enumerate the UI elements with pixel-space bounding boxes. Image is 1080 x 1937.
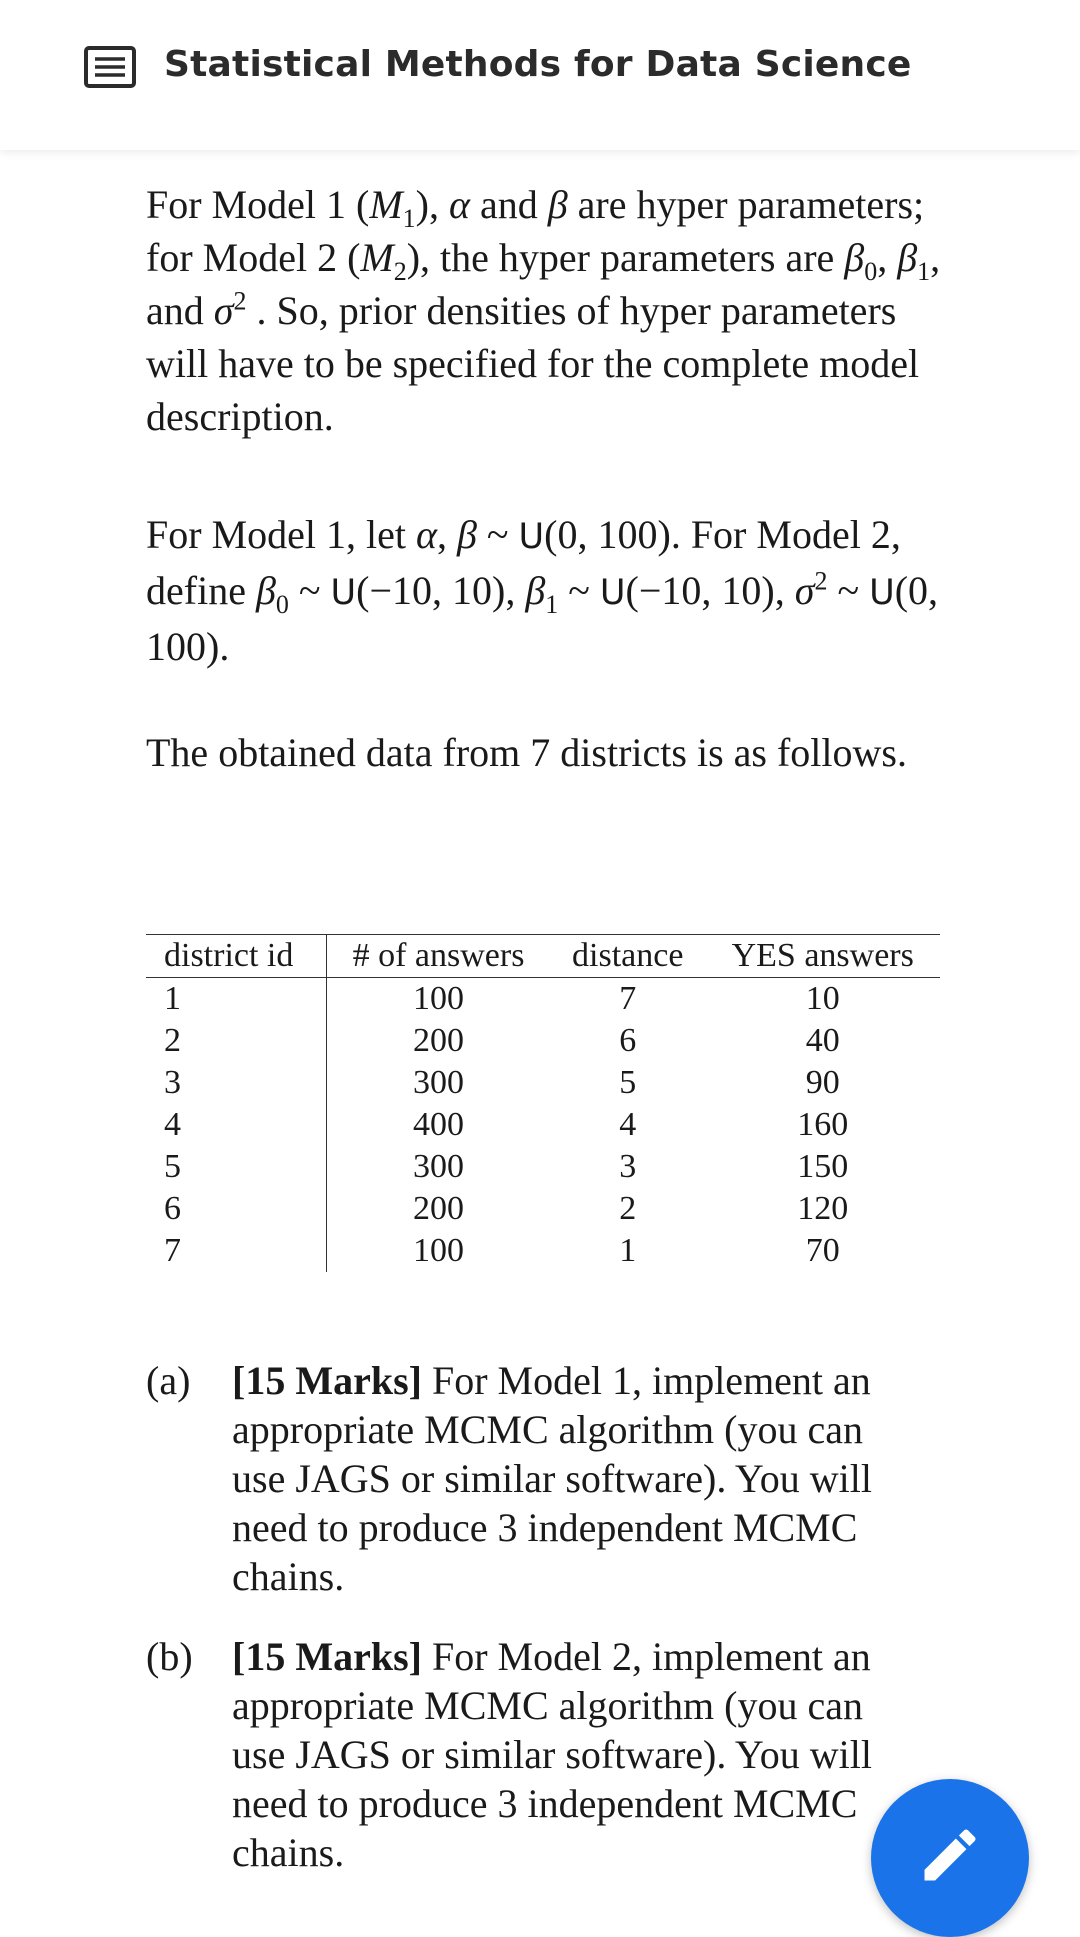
- paragraph-data-intro: The obtained data from 7 districts is as follows.: [146, 730, 907, 775]
- table-cell: 4: [619, 1106, 637, 1143]
- column-header: distance: [550, 935, 705, 978]
- table-cell: 6: [619, 1022, 637, 1059]
- table-cell: 1: [619, 1232, 637, 1269]
- table-cell: 300: [413, 1064, 465, 1101]
- table-cell: 200: [413, 1190, 465, 1227]
- table-row: [146, 1062, 940, 1104]
- edit-fab-button[interactable]: [871, 1779, 1029, 1937]
- table-cell: 5: [146, 1146, 327, 1188]
- table-cell: 300: [413, 1148, 465, 1185]
- table-cell: 150: [797, 1148, 849, 1185]
- part-label: (a): [146, 1358, 191, 1403]
- column-header: # of answers: [327, 935, 550, 978]
- table-cell: 7: [146, 1230, 327, 1272]
- table-cell: 6: [146, 1188, 327, 1230]
- part-text: [15 Marks] For Model 1, implement an appropriate MCMC algorithm (you can use JAGS or similar software). You will need to produce 3 independent MCMC chains.: [232, 1358, 872, 1599]
- table-cell: 40: [805, 1022, 840, 1059]
- top-app-bar: [0, 0, 1080, 150]
- table-row: [146, 1230, 940, 1272]
- part-label: (b): [146, 1634, 193, 1679]
- table-cell: 3: [146, 1062, 327, 1104]
- table-cell: 3: [619, 1148, 637, 1185]
- table-cell: 7: [619, 980, 637, 1017]
- paragraph-priors: For Model 1, let α, β ~ U(0, 100). For Model 2, define $\beta_0$ ~ U(−10, 10), $\beta_1$ ~ U(−10, 10), $\sigma^2$ ~ U(0, 100).: [146, 512, 939, 669]
- document-list-icon[interactable]: [84, 46, 136, 88]
- column-header: district id: [146, 935, 327, 978]
- district-data-table: [146, 934, 940, 1272]
- table-cell: 2: [146, 1020, 327, 1062]
- table-row: [146, 1020, 940, 1062]
- marks-label: [15 Marks]: [232, 1358, 422, 1403]
- table-cell: 1: [146, 978, 327, 1021]
- marks-label: [15 Marks]: [232, 1634, 422, 1679]
- table-cell: 5: [619, 1064, 637, 1101]
- table-cell: 10: [805, 980, 840, 1017]
- table-row: [146, 1188, 940, 1230]
- table-header-row: [146, 935, 940, 978]
- column-header: YES answers: [705, 935, 940, 978]
- table-cell: 4: [146, 1104, 327, 1146]
- table-cell: 90: [805, 1064, 840, 1101]
- table-row: [146, 1146, 940, 1188]
- table-cell: 100: [413, 980, 465, 1017]
- paragraph-hyperparameters: For Model 1 $(M_1)$, α and β are hyper parameters; for Model 2 $(M_2)$, the hyper parameters are $\beta_0$, $\beta_1$, and $\sigma^2$ . So, prior densities of hyper parameters will have to be specified for the complete model description.: [146, 182, 941, 439]
- table-row: [146, 1104, 940, 1146]
- table-cell: 400: [413, 1106, 465, 1143]
- table-cell: 100: [413, 1232, 465, 1269]
- table-row: [146, 978, 940, 1021]
- table-cell: 200: [413, 1022, 465, 1059]
- table-cell: 2: [619, 1190, 637, 1227]
- document-title: Statistical Methods for Data Science: [164, 44, 912, 85]
- table-cell: 70: [805, 1232, 840, 1269]
- part-text: [15 Marks] For Model 2, implement an appropriate MCMC algorithm (you can use JAGS or similar software). You will need to produce 3 independent MCMC chains.: [232, 1634, 872, 1875]
- table-cell: 160: [797, 1106, 849, 1143]
- table-cell: 120: [797, 1190, 849, 1227]
